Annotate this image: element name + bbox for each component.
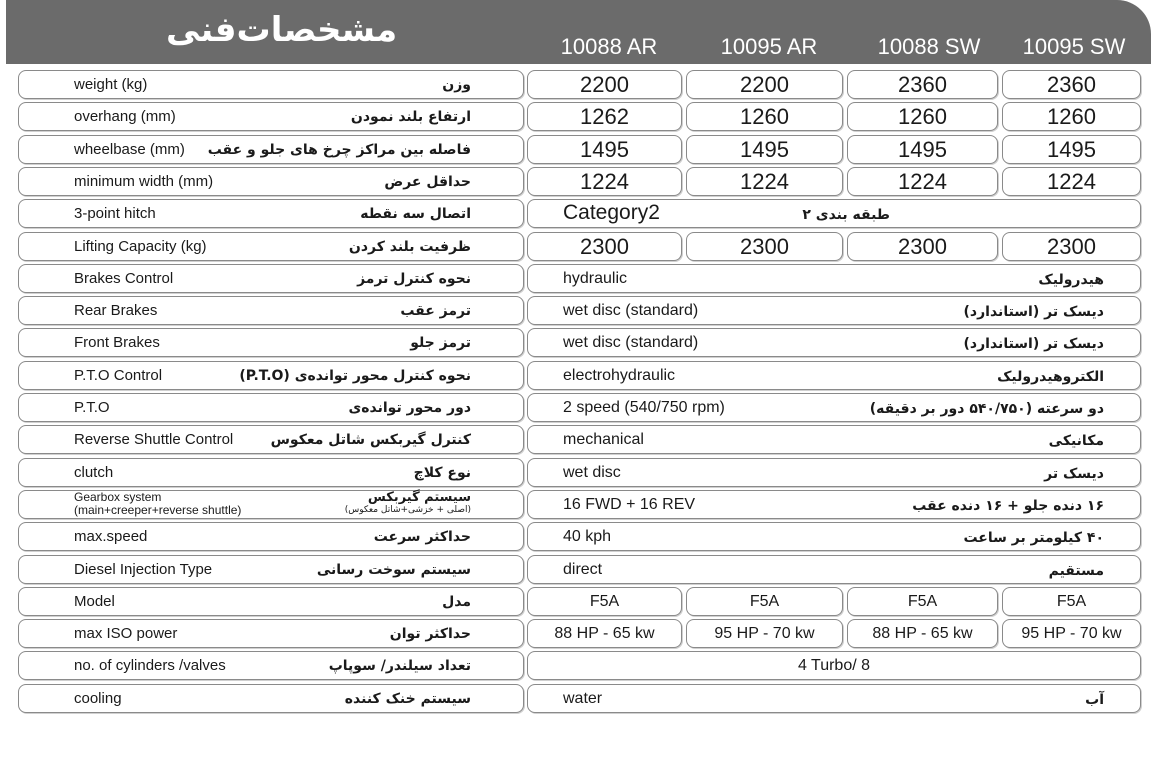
spec-value-cell [686, 232, 843, 261]
spec-label-row [18, 684, 524, 713]
spec-value: 2300 [740, 234, 789, 259]
spec-label-row [18, 361, 524, 390]
spec-value-span [527, 328, 1141, 357]
spec-value-en: mechanical [563, 431, 644, 448]
spec-label-fa: کنترل گیربکس شاتل معکوس [270, 432, 471, 448]
spec-value-en: 16 FWD + 16 REV [563, 496, 696, 513]
spec-label-row [18, 555, 524, 584]
spec-value-en: 40 kph [563, 528, 612, 545]
spec-value-cell [686, 167, 843, 196]
spec-value-span [527, 296, 1141, 325]
spec-value-en: wet disc (standard) [563, 302, 699, 319]
spec-value: 1260 [1047, 104, 1096, 129]
spec-value-en: wet disc (standard) [563, 334, 699, 351]
spec-label-row [18, 264, 524, 293]
spec-value-fa: ۴۰ کیلومتر بر ساعت [963, 530, 1104, 546]
spec-value: 2360 [898, 72, 947, 97]
spec-label-row [18, 232, 524, 261]
spec-label-fa: فاصله بین مراکز چرخ های جلو و عقب [207, 142, 471, 158]
spec-label-en-sub: (main+creeper+reverse shuttle) [74, 503, 242, 517]
spec-label-en: Rear Brakes [74, 302, 158, 319]
spec-label-en: max.speed [74, 528, 148, 545]
model-header-2: 10095 AR [720, 34, 818, 59]
spec-value-span [527, 393, 1141, 422]
spec-value-en: electrohydraulic [563, 367, 676, 384]
spec-value-cell [686, 70, 843, 99]
spec-label-row [18, 199, 524, 228]
spec-value: 2300 [898, 234, 947, 259]
spec-value-en: 2 speed (540/750 rpm) [563, 399, 725, 416]
spec-value-cell [847, 587, 998, 616]
spec-value: 2360 [1047, 72, 1096, 97]
spec-value-fa: ۱۶ دنده جلو + ۱۶ دنده عقب [912, 498, 1104, 514]
spec-value-cell [1002, 70, 1141, 99]
spec-label-en: cooling [74, 690, 122, 707]
spec-value-cell [847, 102, 998, 131]
spec-label-row [18, 167, 524, 196]
spec-value: 95 HP - 70 kw [714, 625, 815, 642]
spec-label-fa: سیستم سوخت رسانی [316, 562, 471, 578]
spec-value-span [527, 425, 1141, 454]
spec-label-fa: سیستم گیربکس [367, 490, 471, 505]
spec-value-fa: هیدرولیک [1038, 272, 1104, 288]
spec-label-fa: نوع کلاچ [413, 465, 471, 481]
spec-value-en: Category2 [563, 201, 660, 224]
spec-label-en: Brakes Control [74, 270, 174, 287]
spec-value-cell [1002, 167, 1141, 196]
spec-value-cell [1002, 619, 1141, 648]
model-header-3: 10088 SW [877, 34, 981, 59]
spec-value: 1495 [740, 137, 789, 162]
spec-value-cell [527, 167, 682, 196]
spec-label-row [18, 135, 524, 164]
spec-value: 1260 [740, 104, 789, 129]
spec-value-cell [847, 135, 998, 164]
spec-label-fa: ترمز جلو [410, 335, 471, 351]
model-header-1: 10088 AR [560, 34, 658, 59]
spec-value-span [527, 361, 1141, 390]
spec-label-en: Lifting Capacity (kg) [74, 238, 207, 255]
spec-label-row [18, 522, 524, 551]
spec-value: 1224 [898, 169, 947, 194]
spec-value-span [527, 264, 1141, 293]
spec-value-span [527, 522, 1141, 551]
spec-value-fa: دیسک تر (استاندارد) [963, 336, 1104, 352]
spec-value-fa: مستقیم [1048, 563, 1104, 579]
spec-value: F5A [749, 593, 780, 610]
spec-value-span [527, 490, 1141, 519]
spec-label-en: Reverse Shuttle Control [74, 431, 234, 448]
spec-value-cell [847, 70, 998, 99]
spec-label-fa: ارتفاع بلند نمودن [350, 109, 471, 125]
spec-label-en: max ISO power [74, 625, 178, 642]
spec-label-row [18, 458, 524, 487]
spec-label-fa: حداکثر توان [389, 626, 471, 642]
spec-label-en: P.T.O [74, 399, 110, 416]
spec-value-cell [847, 619, 998, 648]
spec-value-en: 4 Turbo/ 8 [797, 657, 871, 674]
spec-label-fa: دور محور توانده‌ی [348, 400, 471, 416]
spec-label-en: 3-point hitch [74, 205, 156, 222]
spec-value-span [527, 651, 1141, 680]
spec-label-en: overhang (mm) [74, 108, 176, 125]
spec-value-cell [1002, 102, 1141, 131]
spec-label-en: weight (kg) [74, 76, 148, 93]
spec-value-en: water [563, 690, 603, 707]
spec-value-cell [686, 587, 843, 616]
spec-value: F5A [1056, 593, 1087, 610]
model-header-4: 10095 SW [1022, 34, 1126, 59]
spec-value-cell [1002, 587, 1141, 616]
spec-label-row [18, 490, 524, 519]
spec-value: 1224 [1047, 169, 1096, 194]
spec-value-cell [527, 232, 682, 261]
spec-value-fa: مکانیکی [1048, 433, 1104, 449]
spec-value-cell [527, 619, 682, 648]
spec-value: F5A [907, 593, 938, 610]
spec-label-row [18, 619, 524, 648]
spec-label-row [18, 587, 524, 616]
spec-value: 1495 [898, 137, 947, 162]
spec-value: 88 HP - 65 kw [554, 625, 655, 642]
spec-label-row [18, 425, 524, 454]
spec-value-fa: دو سرعته (۵۴۰/۷۵۰ دور بر دقیقه) [869, 401, 1104, 417]
spec-label-fa: ظرفیت بلند کردن [348, 239, 471, 255]
spec-label-en: Model [74, 593, 115, 610]
spec-label-fa: ترمز عقب [400, 303, 471, 319]
spec-label-en: minimum width (mm) [74, 173, 214, 190]
header-bar [6, 0, 1151, 64]
spec-label-fa: نحوه کنترل محور توانده‌ی (P.T.O) [239, 368, 471, 384]
spec-value-fa: دیسک تر [1044, 466, 1104, 482]
spec-value-fa: طبقه بندی ۲ [802, 207, 890, 223]
spec-value-span [527, 458, 1141, 487]
spec-label-en: clutch [74, 464, 114, 481]
spec-value-cell [847, 167, 998, 196]
spec-value: 88 HP - 65 kw [872, 625, 973, 642]
spec-value: 2300 [1047, 234, 1096, 259]
spec-label-row [18, 393, 524, 422]
spec-label-fa: سیستم خنک کننده [344, 691, 471, 707]
spec-value-en: hydraulic [563, 270, 628, 287]
spec-label-fa-sub: (اصلی + خزشی+شاتل معکوس) [344, 505, 471, 515]
spec-label-fa: نحوه کنترل ترمز [357, 271, 471, 287]
spec-value-span [527, 684, 1141, 713]
spec-value: F5A [589, 593, 620, 610]
spec-label-en: Front Brakes [74, 334, 160, 351]
spec-value-cell [686, 619, 843, 648]
spec-value-cell [527, 587, 682, 616]
spec-value-en: wet disc [563, 464, 621, 481]
spec-value: 1224 [580, 169, 629, 194]
spec-label-row [18, 296, 524, 325]
spec-value-span [527, 555, 1141, 584]
spec-label-en: P.T.O Control [74, 367, 163, 384]
spec-label-en: no. of cylinders /valves [74, 657, 226, 674]
spec-value: 1260 [898, 104, 947, 129]
spec-value-cell [1002, 135, 1141, 164]
spec-label-fa: اتصال سه نقطه [360, 206, 471, 222]
spec-value-cell [527, 102, 682, 131]
spec-label-row [18, 651, 524, 680]
spec-value-cell [686, 102, 843, 131]
spec-label-fa: مدل [442, 594, 471, 610]
spec-value: 1224 [740, 169, 789, 194]
page-title: مشخصات‌فنی [166, 10, 398, 50]
spec-value-cell [527, 70, 682, 99]
spec-label-fa: حداقل عرض [384, 174, 471, 190]
spec-value-fa: الکتروهیدرولیک [997, 369, 1104, 385]
spec-label-row [18, 328, 524, 357]
spec-value-span [527, 199, 1141, 228]
spec-value-cell [686, 135, 843, 164]
spec-label-row [18, 102, 524, 131]
spec-value: 2300 [580, 234, 629, 259]
spec-value-cell [527, 135, 682, 164]
spec-label-en: wheelbase (mm) [74, 141, 185, 158]
spec-value: 2200 [580, 72, 629, 97]
spec-label-fa: حداکثر سرعت [373, 529, 471, 545]
spec-label-fa: وزن [442, 77, 471, 93]
spec-value: 95 HP - 70 kw [1021, 625, 1122, 642]
spec-label-fa: تعداد سیلندر/ سوپاپ [328, 658, 471, 674]
spec-value: 1262 [580, 104, 629, 129]
spec-label-en: Diesel Injection Type [74, 561, 213, 578]
spec-value: 1495 [580, 137, 629, 162]
spec-value-fa: آب [1085, 692, 1104, 708]
spec-value-en: direct [563, 561, 603, 578]
spec-label-row [18, 70, 524, 99]
spec-value: 2200 [740, 72, 789, 97]
spec-value: 1495 [1047, 137, 1096, 162]
spec-value-cell [1002, 232, 1141, 261]
spec-value-cell [847, 232, 998, 261]
spec-value-fa: دیسک تر (استاندارد) [963, 304, 1104, 320]
spec-label-en: Gearbox system [74, 490, 162, 504]
